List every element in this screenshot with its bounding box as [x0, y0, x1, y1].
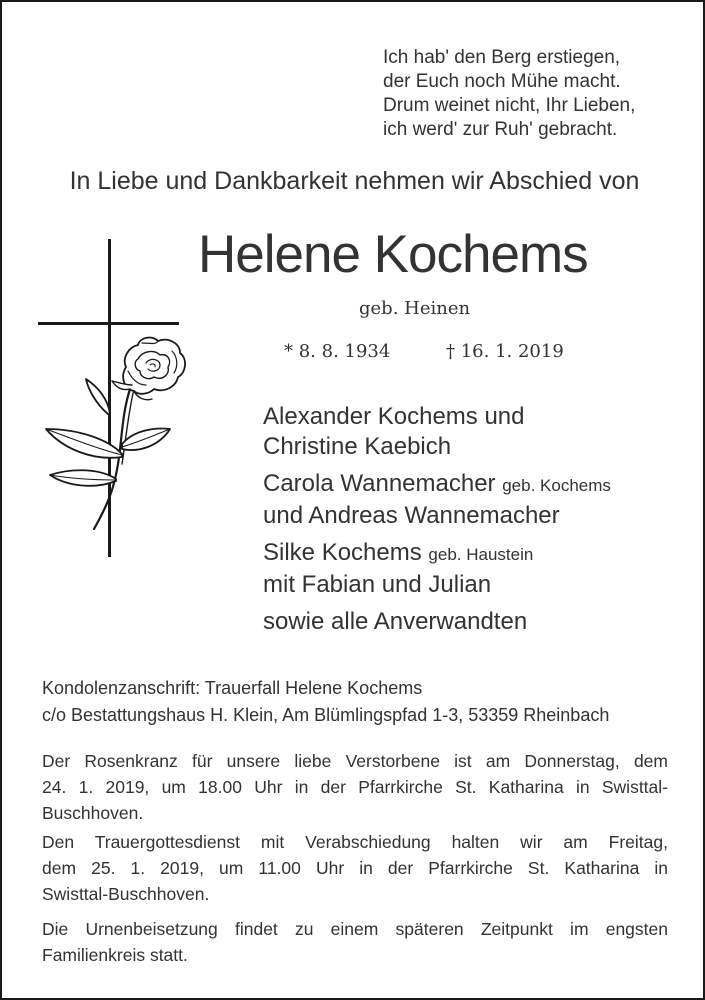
rosary-notice: [42, 748, 668, 826]
death-date: † 16. 1. 2019: [446, 341, 564, 362]
mourner-birth-name: geb. Kochems: [502, 476, 611, 495]
notice-line: dem 25. 1. 2019, um 11.00 Uhr in der Pfarrkirche St. Katharina in: [42, 858, 668, 878]
notice-line: Die Urnenbeisetzung findet zu einem späteren Zeitpunkt im engsten: [42, 919, 668, 939]
poem: [383, 46, 635, 142]
poem-line: der Euch noch Mühe macht.: [383, 71, 621, 92]
cross-with-rose-icon: [38, 239, 188, 559]
intro-text: In Liebe und Dankbarkeit nehmen wir Abschied von: [69, 167, 640, 195]
deceased-name: Helene Kochems: [198, 225, 588, 284]
mourner-line: [263, 538, 611, 570]
cross-icon: [38, 239, 179, 557]
birth-name: geb. Heinen: [359, 298, 471, 319]
mourner-name: Silke Kochems: [263, 539, 422, 566]
poem-line: ich werd' zur Ruh' gebracht.: [383, 119, 618, 140]
notice-line: Der Rosenkranz für unsere liebe Verstorbene ist am Donnerstag, dem: [42, 751, 668, 771]
birth-date: * 8. 8. 1934: [284, 341, 391, 362]
mourner-line: mit Fabian und Julian: [263, 571, 492, 598]
condolence-line: Kondolenzanschrift: Trauerfall Helene Kochems: [42, 678, 423, 698]
notice-line: Buschhoven.: [42, 803, 144, 823]
mourner-line: [263, 469, 611, 501]
notice-line: 24. 1. 2019, um 18.00 Uhr in der Pfarrkirche St. Katharina in Swisttal-: [42, 777, 668, 797]
poem-line: Drum weinet nicht, Ihr Lieben,: [383, 95, 636, 116]
notice-line: Den Trauergottesdienst mit Verabschiedung halten wir am Freitag,: [42, 832, 668, 852]
mourners-list: [263, 402, 611, 637]
condolence-address: [42, 675, 609, 729]
funeral-service-notice: [42, 829, 668, 907]
urn-burial-notice: [42, 916, 668, 968]
mourner-name: Carola Wannemacher: [263, 470, 496, 497]
mourner-birth-name: geb. Haustein: [428, 545, 534, 564]
rose-icon: [46, 338, 185, 529]
condolence-line: c/o Bestattungshaus H. Klein, Am Blümlingspfad 1-3, 53359 Rheinbach: [42, 705, 610, 725]
notice-line: Familienkreis statt.: [42, 945, 188, 965]
mourner-line: sowie alle Anverwandten: [263, 608, 528, 635]
mourner-line: Alexander Kochems und: [263, 403, 525, 430]
poem-line: Ich hab' den Berg erstiegen,: [383, 47, 621, 68]
mourner-line: Christine Kaebich: [263, 433, 452, 460]
notice-line: Swisttal-Buschhoven.: [42, 884, 210, 904]
mourner-line: und Andreas Wannemacher: [263, 502, 560, 529]
